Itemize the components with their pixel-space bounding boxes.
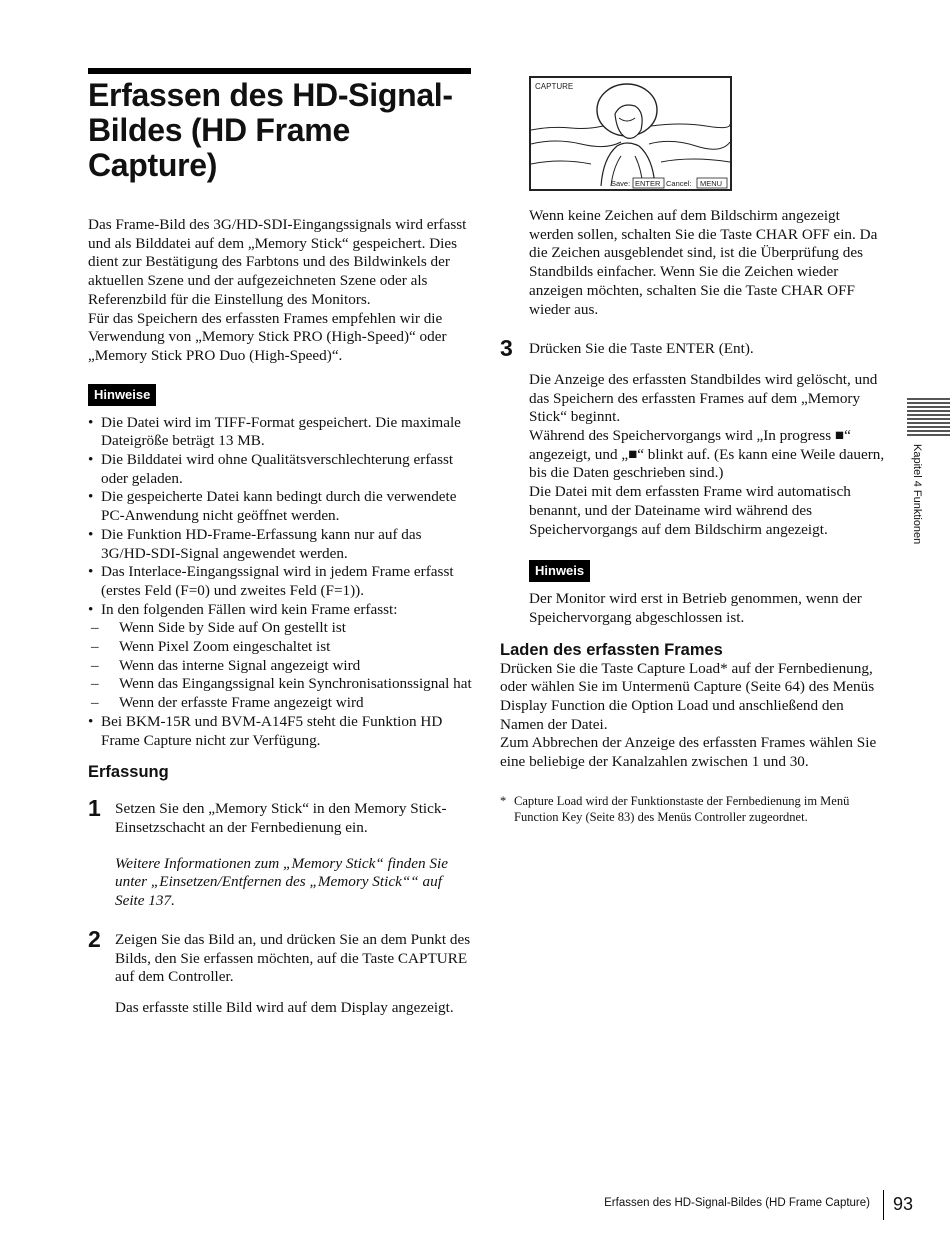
- list-item: • Die Funktion HD-Frame-Erfassung kann nur auf das 3G/HD-SDI-Signal angewendet werden.: [88, 526, 474, 563]
- capture-screen-picture: [531, 78, 730, 189]
- hinweise-list: [88, 414, 474, 751]
- footnote-text: Capture Load wird der Funktionstaste der Fernbedienung im Menü Function Key (Seite 83) des Menüs Controller zugeordnet.: [514, 793, 850, 824]
- char-off-paragraph: Wenn keine Zeichen auf dem Bildschirm angezeigt werden sollen, schalten Sie die Taste CHAR OFF ein. Da die Zeichen ausgeblendet sind, ist die Überprüfung des Standbilds einfacher. Wenn Sie die Zeichen wieder anzeigen möchten, schalten Sie die Taste CHAR OFF wieder aus.: [529, 207, 878, 318]
- step-result: Während des Speichervorgangs wird „In progress ■“ angezeigt, und „■“ blinkt auf. (Es kann eine Weile dauern, bis die Daten geschrieben sind.): [529, 427, 885, 482]
- list-item: • Die gespeicherte Datei kann bedingt durch die verwendete PC-Anwendung nicht geöffnet werden.: [88, 488, 474, 525]
- step-result: Die Anzeige des erfassten Standbildes wird gelöscht, und das Speichern des erfassten Frames auf dem „Memory Stick“ beginnt.: [529, 370, 878, 426]
- hinweise-box: [88, 384, 474, 406]
- intro-paragraph: Das Frame-Bild des 3G/HD-SDI-Eingangssignals wird erfasst und als Bilddatei auf dem „Memory Stick“ gespeichert. Dies dient zur Bestätigung des Farbtons und des Bildwinkels der aktuellen Szene und der aufgezeichneten Szene oder als Referenzbild für die Einstellung des Monitors.: [88, 216, 467, 308]
- list-item: – Wenn das Eingangssignal kein Synchronisationssignal hat: [88, 675, 474, 694]
- footer-divider: [883, 1190, 884, 1220]
- page-title: Erfassen des HD-Signal-Bildes (HD Frame Capture): [88, 77, 453, 183]
- laden-paragraph: Zum Abbrechen der Anzeige des erfassten Frames wählen Sie eine beliebige der Kanalzahlen zwischen 1 und 30.: [500, 734, 877, 771]
- right-column: [500, 207, 886, 825]
- list-item-text: In den folgenden Fällen wird kein Frame erfasst:: [101, 600, 398, 618]
- step-2: [88, 925, 474, 1018]
- step-reference: Weitere Informationen zum „Memory Stick“ finden Sie unter „Einsetzen/Entfernen des „Memory Stick““ auf Seite 137.: [115, 854, 448, 910]
- cancel-label: Cancel:: [666, 179, 692, 188]
- chapter-label-text: Kapitel 4 Funktionen: [911, 444, 923, 545]
- chapter-tab: [907, 398, 950, 438]
- list-item: • Das Interlace-Eingangssignal wird in jedem Frame erfasst (erstes Feld (F=0) und zweites Feld (F=1)).: [88, 563, 474, 600]
- hinweis-text: Der Monitor wird erst in Betrieb genommen, wenn der Speichervorgang abgeschlossen ist.: [529, 590, 862, 626]
- step-result: Die Datei mit dem erfassten Frame wird automatisch benannt, und der Dateiname wird während des Speichervorgangs auf dem Bildschirm angezeigt.: [529, 483, 851, 538]
- step-result: Das erfasste stille Bild wird auf dem Display angezeigt.: [115, 998, 454, 1016]
- list-item: – Wenn Pixel Zoom eingeschaltet ist: [88, 638, 474, 657]
- footer-title: Erfassen des HD-Signal-Bildes (HD Frame Capture): [604, 1197, 870, 1209]
- list-item: • Die Bilddatei wird ohne Qualitätsverschlechterung erfasst oder geladen.: [88, 451, 474, 488]
- list-item: [88, 601, 474, 713]
- list-item: – Wenn das interne Signal angezeigt wird: [88, 657, 474, 676]
- section-heading-erfassung: Erfassung: [88, 763, 169, 782]
- footnote-mark: *: [500, 793, 507, 808]
- list-item: – Wenn der erfasste Frame angezeigt wird: [88, 694, 474, 713]
- footnote: [500, 793, 886, 825]
- step-number: 3: [500, 335, 513, 362]
- hinweise-badge: Hinweise: [88, 384, 156, 406]
- list-item: • Bei BKM-15R und BVM-A14F5 steht die Funktion HD Frame Capture nicht zur Verfügung.: [88, 713, 474, 750]
- step-text: Setzen Sie den „Memory Stick“ in den Memory Stick-Einsetzschacht an der Fernbedienung ein.: [115, 800, 447, 836]
- step-1: [88, 795, 474, 911]
- section-heading-laden: Laden des erfassten Frames: [500, 640, 723, 659]
- step-number: 2: [88, 925, 101, 952]
- capture-screen-illustration: [529, 76, 732, 191]
- list-item: • Die Datei wird im TIFF-Format gespeichert. Die maximale Dateigröße beträgt 13 MB.: [88, 414, 474, 451]
- step-text: Zeigen Sie das Bild an, und drücken Sie an dem Punkt des Bilds, den Sie erfassen möchten, auf die Taste CAPTURE auf dem Controller.: [115, 930, 471, 986]
- save-key: ENTER: [635, 179, 661, 188]
- step-number: 1: [88, 795, 101, 822]
- intro-paragraph: Für das Speichern des erfassten Frames empfehlen wir die Verwendung von „Memory Stick PRO (High-Speed)“ oder „Memory Stick PRO Duo (High-Speed)“.: [88, 309, 447, 364]
- title-rule: [88, 68, 471, 74]
- hinweis-badge: Hinweis: [529, 560, 590, 582]
- step-3: [500, 335, 886, 539]
- step-text: Drücken Sie die Taste ENTER (Ent).: [529, 340, 754, 358]
- capture-label: CAPTURE: [535, 82, 574, 91]
- save-label: Save:: [611, 179, 631, 188]
- laden-paragraph: Drücken Sie die Taste Capture Load* auf der Fernbedienung, oder wählen Sie im Untermenü Capture (Seite 64) des Menüs Display Function die Option Load und anschließend den Namen der Datei.: [500, 659, 875, 733]
- no-capture-list: [88, 619, 474, 713]
- hinweis-box: [500, 560, 886, 627]
- list-item: – Wenn Side by Side auf On gestellt ist: [88, 619, 474, 638]
- chapter-label: [902, 444, 923, 568]
- cancel-key: MENU: [700, 179, 723, 188]
- page-number: 93: [893, 1194, 914, 1214]
- left-column: [88, 216, 474, 1018]
